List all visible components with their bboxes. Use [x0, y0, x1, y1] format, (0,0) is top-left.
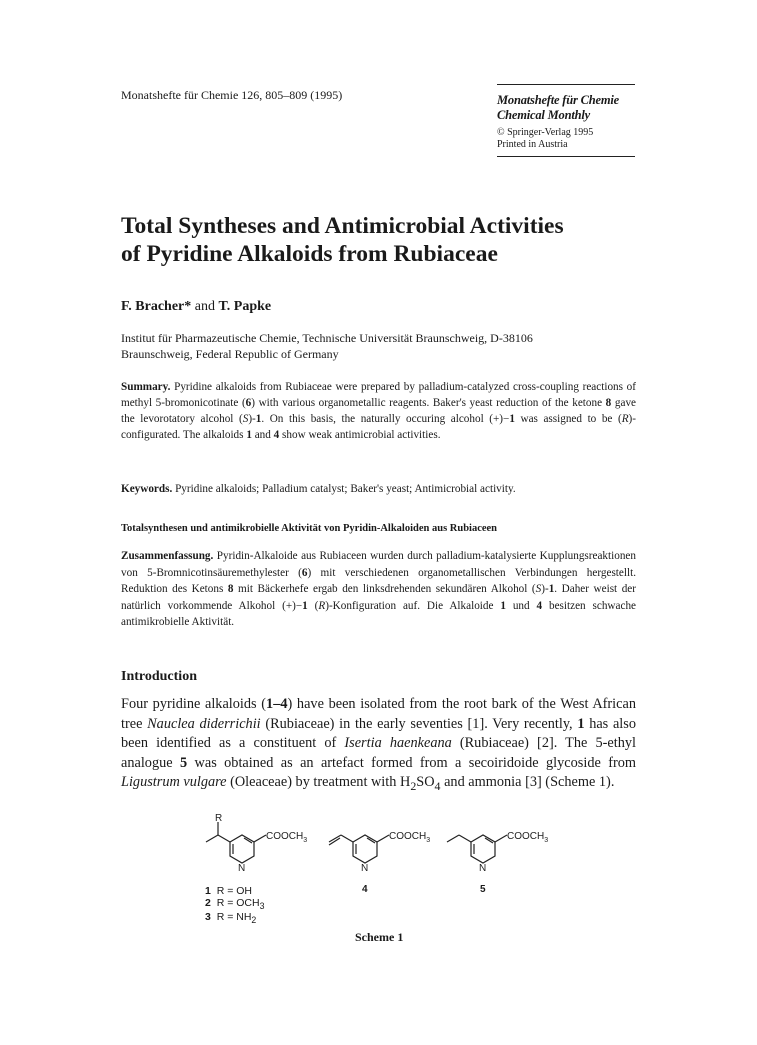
summary-label: Summary.	[121, 381, 171, 393]
structure-1	[206, 822, 266, 863]
compound-ref: 8	[227, 583, 234, 595]
german-text: ) mit verschiedenen organometallischen Verbindungen hergestellt. Reduktion des Ketons	[121, 566, 636, 595]
compound-ref: 4	[536, 599, 543, 612]
intro-text: (Oleaceae) by treatment with H	[226, 774, 411, 791]
compound-ref: 5	[180, 754, 188, 771]
compound-ref: 1	[548, 583, 555, 595]
structure-5	[447, 835, 507, 863]
authors	[121, 299, 271, 315]
german-summary	[121, 548, 636, 631]
compound-number-5-label: 5	[480, 884, 486, 895]
introduction-heading: Introduction	[121, 669, 197, 684]
german-title: Totalsynthesen und antimikrobielle Aktivität von Pyridin-Alkaloiden aus Rubiaceen	[121, 523, 498, 534]
german-text: Pyridin-Alkaloide aus Rubiaceen wurden durch palladium-katalysierte Kupplungsreaktionen von 5-Bromnicotinsäuremethylester (	[121, 550, 636, 579]
journal-name-english: Chemical Monthly	[497, 108, 590, 122]
r-def-2	[205, 898, 264, 913]
compound-ref: 1	[302, 599, 308, 612]
intro-text: has also been identified as a constituent of	[121, 715, 636, 752]
summary	[121, 379, 636, 443]
german-text: und	[505, 599, 537, 612]
summary-text: )-	[248, 413, 256, 425]
summary-text: gave the levorotatory alcohol (	[121, 397, 636, 425]
title-line-1: Total Syntheses and Antimicrobial Activities	[121, 213, 564, 239]
r-def-text: R = OH	[216, 885, 252, 897]
stereo-descriptor: R	[621, 413, 629, 425]
summary-text: ) with various organometallic reagents. Baker's yeast reduction of the ketone	[251, 397, 606, 409]
subscript: 2	[251, 915, 257, 926]
title-line-2: of Pyridine Alkaloids from Rubiaceae	[121, 241, 498, 267]
author-2: T. Papke	[218, 299, 272, 314]
journal-name: Monatshefte für Chemie	[497, 93, 619, 107]
compound-ref: 1	[246, 429, 252, 441]
german-text: )-	[541, 583, 549, 595]
compound-ref: 6	[245, 397, 252, 409]
paper-title	[121, 212, 681, 268]
keywords-label: Keywords.	[121, 483, 173, 495]
compound-ref: 1	[577, 715, 585, 732]
affiliation-line-1: Institut für Pharmazeutische Chemie, Technische Universität Braunschweig, D-38106	[121, 331, 533, 345]
r-definitions	[205, 886, 264, 927]
nitrogen-label-4: N	[361, 863, 369, 874]
compound-ref: 8	[605, 397, 612, 409]
r-def-number: 2	[205, 896, 211, 909]
r-def-text: R = NH	[216, 911, 252, 924]
summary-text: was assigned to be (	[514, 413, 622, 425]
stereo-descriptor: S	[242, 413, 249, 425]
subscript: 3	[259, 900, 265, 911]
compound-ref: 1	[255, 413, 262, 425]
summary-text: and	[251, 429, 274, 441]
structure-4	[329, 835, 389, 863]
german-text: )-Konfiguration auf. Die Alkaloide	[325, 599, 501, 612]
species-name: Isertia haenkeana	[344, 735, 452, 752]
ester-label-1: $COOCH_3$	[266, 831, 308, 844]
zusammenfassung-label: Zusammenfassung.	[121, 550, 214, 562]
stereo-descriptor: R	[318, 599, 326, 612]
nitrogen-label-1: N	[238, 863, 246, 874]
compound-ref: 1	[500, 599, 506, 612]
intro-text: and ammonia [3] (Scheme 1).	[440, 774, 615, 791]
compound-ref: 1–4	[266, 696, 288, 712]
summary-text: . On this basis, the naturally occuring alcohol (+)−	[261, 413, 510, 425]
citation-line: Monatshefte für Chemie 126, 805–809 (1995)	[121, 88, 343, 102]
ester-label-5: $COOCH_3$	[507, 831, 549, 844]
scheme-caption: Scheme 1	[355, 930, 404, 944]
pyridine-ring	[230, 835, 254, 863]
german-text: mit Bäckerhefe ergab den linksdrehenden sekundären Alkohol (	[233, 583, 536, 595]
pyridine-ring	[353, 835, 377, 863]
affiliation	[121, 330, 641, 362]
compound-ref: 1	[509, 413, 515, 425]
affiliation-line-2: Braunschweig, Federal Republic of Germany	[121, 347, 339, 361]
r-def-text: R = OCH	[216, 896, 260, 909]
keywords	[121, 481, 636, 497]
nitrogen-label-5: N	[479, 863, 487, 874]
intro-text: ) have been isolated from the root bark of the West African tree	[121, 696, 636, 732]
scheme-structures	[205, 812, 565, 882]
introduction-text	[121, 695, 636, 797]
r-substituent-label: R	[215, 813, 223, 824]
journal-block	[497, 84, 635, 157]
copyright-line: © Springer-Verlag 1995	[497, 127, 594, 138]
intro-text: (Rubiaceae) in the early seventies [1]. Very recently,	[260, 715, 578, 732]
compound-ref: 4	[273, 429, 280, 441]
german-text: . Daher weist der natürlich vorkommende Alkohol (+)−	[121, 583, 636, 612]
subscript: 4	[434, 779, 441, 794]
species-name: Nauclea diderrichii	[147, 715, 261, 732]
stereo-descriptor: S	[535, 583, 542, 595]
keywords-text: Pyridine alkaloids; Palladium catalyst; Baker's yeast; Antimicrobial activity.	[172, 483, 516, 495]
printed-line: Printed in Austria	[497, 139, 568, 150]
species-name: Ligustrum vulgare	[121, 774, 227, 791]
german-text: (	[307, 599, 319, 612]
r-def-number: 1	[205, 885, 211, 897]
summary-text: )-configurated. The alkaloids	[121, 413, 636, 441]
compound-number-4-label: 4	[362, 884, 368, 895]
intro-text: (Rubiaceae) [2]. The 5-ethyl analogue	[121, 735, 636, 771]
intro-text: was obtained as an artefact formed from a secoiridoide glycoside from	[187, 754, 636, 771]
intro-text: SO	[416, 774, 435, 791]
r-def-3	[205, 912, 264, 927]
german-text: besitzen schwache antimikrobielle Aktivität.	[121, 599, 637, 628]
summary-text: Pyridine alkaloids from Rubiaceae were prepared by palladium-catalyzed cross-coupling reactions of methyl 5-bromonicotinate (	[121, 381, 636, 409]
r-def-number: 3	[205, 911, 211, 924]
author-1: F. Bracher*	[121, 299, 192, 314]
ester-label-4: $COOCH_3$	[389, 831, 431, 844]
authors-and: and	[191, 299, 219, 314]
intro-text: Four pyridine alkaloids (	[121, 696, 267, 712]
subscript: 2	[410, 779, 417, 794]
compound-ref: 6	[301, 566, 308, 579]
summary-text: show weak antimicrobial activities.	[279, 429, 441, 441]
